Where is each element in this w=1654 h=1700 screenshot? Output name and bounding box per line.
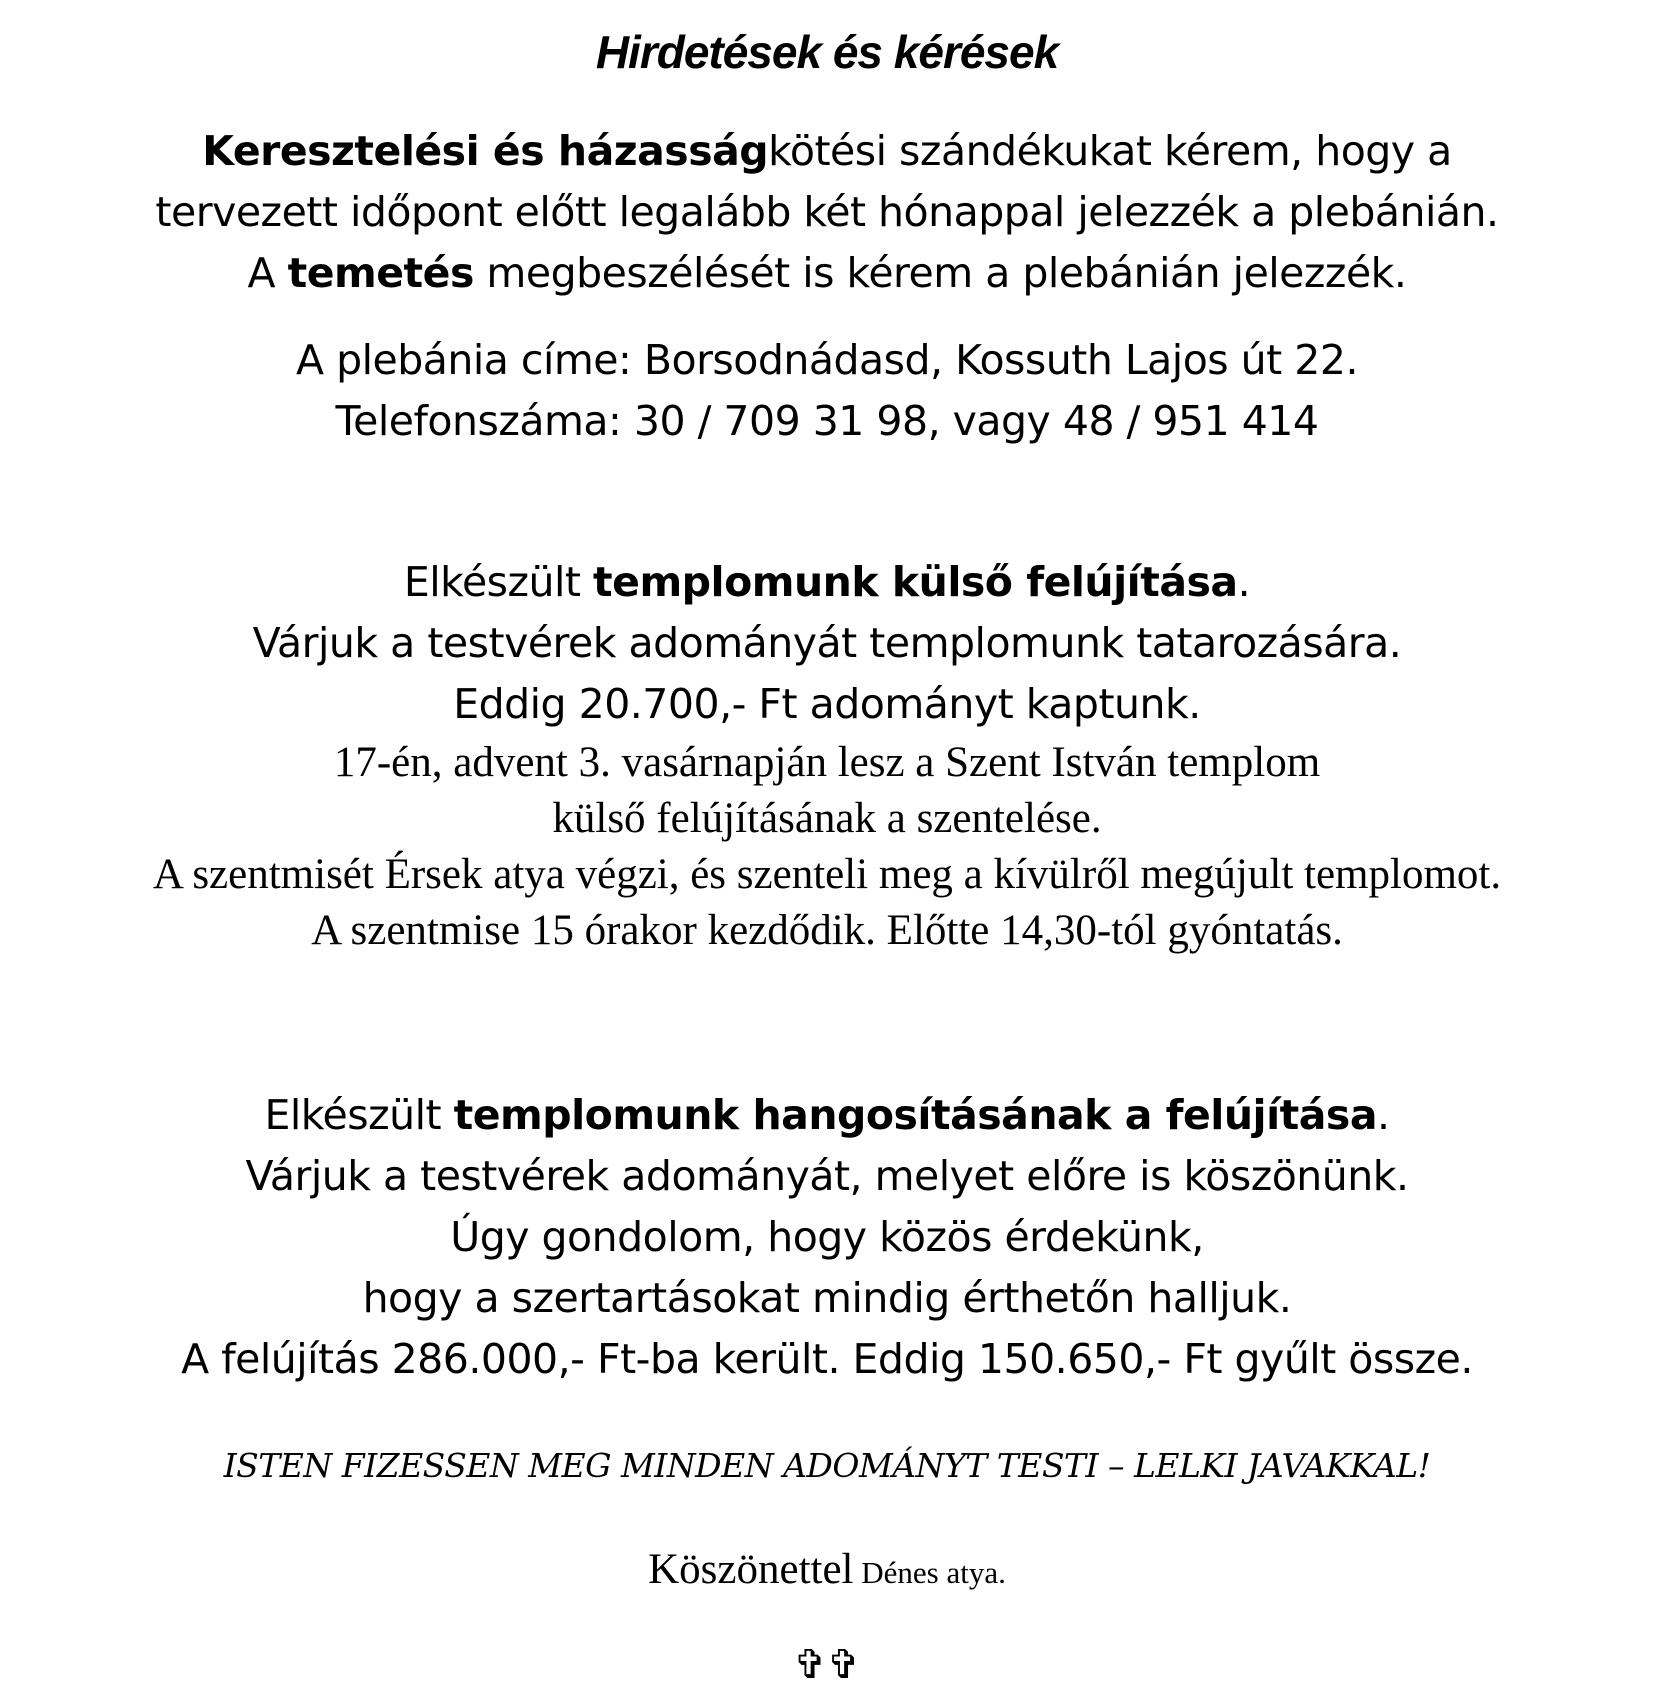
exterior-line-1-post: . [1237,558,1251,606]
bold-funeral: temetés [287,249,474,297]
consecration-line-2: külső felújításának a szentelése. [552,795,1102,842]
parish-address: A plebánia címe: Borsodnádasd, Kossuth Lajos út 22. [296,336,1358,384]
notice-line-2: tervezett időpont előtt legalább két hónappal jelezzék a plebánián. [155,188,1499,236]
notice-line-3-rest: megbeszélését is kérem a plebánián jelezzék. [473,249,1407,297]
exterior-line-1 [0,552,1654,613]
exterior-line-1-pre: Elkészült [403,558,594,606]
notice-line-3 [0,243,1654,304]
sound-system-notice [0,1085,1654,1390]
parish-phone: Telefonszáma: 30 / 709 31 98, vagy 48 / 951 414 [335,397,1319,445]
notice-line-3-pre: A [247,249,288,297]
sound-line-1-pre: Elkészült [264,1091,454,1139]
sound-line-1-post: . [1376,1091,1390,1139]
sound-line-4: hogy a szertartásokat mindig érthetőn halljuk. [362,1274,1292,1322]
notice-line-1 [0,121,1654,182]
bold-baptism-marriage: Keresztelési és házasság [202,127,769,175]
consecration-line-4: A szentmise 15 órakor kezdődik. Előtte 14,30-tól gyóntatás. [311,907,1343,954]
parish-contact [0,330,1654,452]
cross-icon: ✞✞ [793,1642,861,1688]
signature-name: Dénes atya. [853,1555,1006,1590]
exterior-line-2: Várjuk a testvérek adományát templomunk tatarozására. [252,619,1402,667]
consecration-line-3: A szentmisét Érsek atya végzi, és szenteli meg a kívülről megújult templomot. [152,851,1502,898]
page-title: Hirdetések és kérések [595,26,1059,78]
exterior-line-3: Eddig 20.700,- Ft adományt kaptunk. [453,680,1201,728]
sound-line-1 [0,1085,1654,1146]
notice-line-1-rest: kötési szándékukat kérem, hogy a [768,127,1452,175]
consecration-line-1: 17-én, advent 3. vasárnapján lesz a Szent István templom [333,739,1321,786]
sound-line-3: Úgy gondolom, hogy közös érdekünk, [450,1213,1204,1261]
bold-sound-renovation: templomunk hangosításának a felújítása [453,1091,1377,1139]
blessing-line: ISTEN FIZESSEN MEG MINDEN ADOMÁNYT TESTI – LELKI JAVAKKAL! [223,1446,1431,1485]
signature [0,1540,1654,1609]
baptism-marriage-funeral-notice [0,121,1654,304]
bold-exterior-renovation: templomunk külső felújítása [593,558,1238,606]
sound-line-2: Várjuk a testvérek adományát, melyet előre is köszönünk. [245,1152,1409,1200]
sound-line-5: A felújítás 286.000,- Ft-ba került. Eddig 150.650,- Ft gyűlt össze. [181,1335,1473,1383]
exterior-renovation-notice [0,552,1654,735]
signature-thanks: Köszönettel [648,1546,854,1593]
consecration-notice [0,735,1654,959]
